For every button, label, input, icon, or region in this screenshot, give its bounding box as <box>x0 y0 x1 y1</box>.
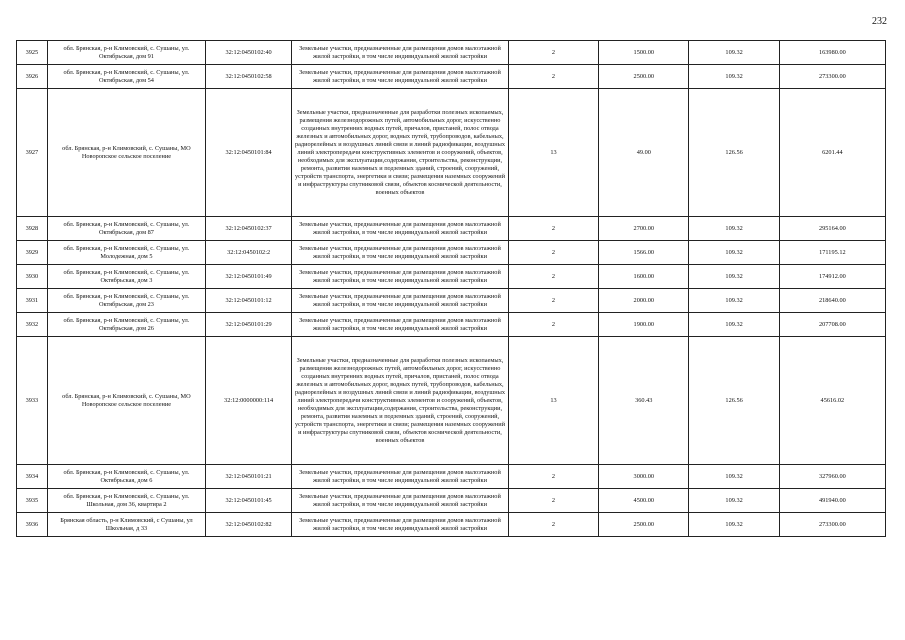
category-cell: 13 <box>508 337 598 465</box>
rate-cell: 109.32 <box>689 41 779 65</box>
cadastral-number-cell: 32:12:0450101:84 <box>206 89 292 217</box>
area-cell: 4500.00 <box>599 489 689 513</box>
permitted-use-cell: Земельные участки, предназначенные для размещения домов малоэтажной жилой застройки, в том числе индивидуальной жилой застройки <box>292 217 509 241</box>
land-plots-table <box>16 40 886 537</box>
area-cell: 2700.00 <box>599 217 689 241</box>
area-cell: 3000.00 <box>599 465 689 489</box>
address-cell: обл. Брянская, р-н Климовский, с. Сушаны, ул. Октябрьская, дом 23 <box>47 289 205 313</box>
permitted-use-cell: Земельные участки, предназначенные для разработки полезных ископаемых, размещения железнодорожных путей, автомобильных дорог, искусственно созданных внутренних водных путей, причалов, пристаней, полос отвода железных и автомобильных дорог, водных путей, трубопроводов, кабельных, радиорелейных и воздушных линий связи и линий радиофикации, воздушных линий электропередачи конструктивных элементов и сооружений, объектов, необходимых для эксплуатации,содержания, строительства, реконструкции, ремонта, развития наземных и подземных зданий, строений, сооружений, устройств транспорта, энергетики и связи; размещения наземных сооружений и инфраструктуры спутниковой связи, объектов космической деятельности, военных объектов <box>292 89 509 217</box>
table-row <box>17 465 886 489</box>
permitted-use-cell: Земельные участки, предназначенные для размещения домов малоэтажной жилой застройки, в том числе индивидуальной жилой застройки <box>292 465 509 489</box>
table-row <box>17 289 886 313</box>
address-cell: обл. Брянская, р-н Климовский, с. Сушаны, ул. Октябрьская, дом 87 <box>47 217 205 241</box>
cadastral-value-cell: 207708.00 <box>779 313 885 337</box>
row-number: 3932 <box>17 313 48 337</box>
cadastral-value-cell: 163980.00 <box>779 41 885 65</box>
table-row <box>17 89 886 217</box>
row-number: 3930 <box>17 265 48 289</box>
row-number: 3933 <box>17 337 48 465</box>
rate-cell: 109.32 <box>689 489 779 513</box>
category-cell: 2 <box>508 65 598 89</box>
category-cell: 2 <box>508 313 598 337</box>
category-cell: 2 <box>508 465 598 489</box>
rate-cell: 109.32 <box>689 265 779 289</box>
row-number: 3929 <box>17 241 48 265</box>
row-number: 3926 <box>17 65 48 89</box>
table-row <box>17 265 886 289</box>
category-cell: 2 <box>508 489 598 513</box>
cadastral-number-cell: 32:12:0450102:82 <box>206 513 292 537</box>
rate-cell: 109.32 <box>689 217 779 241</box>
cadastral-value-cell: 45616.02 <box>779 337 885 465</box>
table-body <box>17 41 886 537</box>
rate-cell: 126.56 <box>689 89 779 217</box>
cadastral-value-cell: 174912.00 <box>779 265 885 289</box>
cadastral-value-cell: 6201.44 <box>779 89 885 217</box>
cadastral-number-cell: 32:12:0450101:45 <box>206 489 292 513</box>
area-cell: 1600.00 <box>599 265 689 289</box>
permitted-use-cell: Земельные участки, предназначенные для разработки полезных ископаемых, размещения железнодорожных путей, автомобильных дорог, искусственно созданных внутренних водных путей, причалов, пристаней, полос отвода железных и автомобильных дорог, водных путей, трубопроводов, кабельных, радиорелейных и воздушных линий связи и линий радиофикации, воздушных линий электропередачи конструктивных элементов и сооружений, объектов, необходимых для эксплуатации,содержания, строительства, реконструкции, ремонта, развития наземных и подземных зданий, строений, сооружений, устройств транспорта, энергетики и связи; размещения наземных сооружений и инфраструктуры спутниковой связи, объектов космической деятельности, военных объектов <box>292 337 509 465</box>
address-cell: обл. Брянская, р-н Климовский, с. Сушаны, ул. Октябрьская, дом 6 <box>47 465 205 489</box>
row-number: 3936 <box>17 513 48 537</box>
category-cell: 2 <box>508 265 598 289</box>
address-cell: обл. Брянская, р-н Климовский, с. Сушаны, ул. Школьная, дом 36, квартира 2 <box>47 489 205 513</box>
cadastral-number-cell: 32:12:0450101:29 <box>206 313 292 337</box>
category-cell: 2 <box>508 41 598 65</box>
cadastral-value-cell: 273300.00 <box>779 65 885 89</box>
category-cell: 2 <box>508 289 598 313</box>
permitted-use-cell: Земельные участки, предназначенные для размещения домов малоэтажной жилой застройки, в том числе индивидуальной жилой застройки <box>292 313 509 337</box>
area-cell: 360.43 <box>599 337 689 465</box>
table-row <box>17 241 886 265</box>
permitted-use-cell: Земельные участки, предназначенные для размещения домов малоэтажной жилой застройки, в том числе индивидуальной жилой застройки <box>292 489 509 513</box>
cadastral-number-cell: 32:12:0000000:114 <box>206 337 292 465</box>
row-number: 3931 <box>17 289 48 313</box>
area-cell: 49.00 <box>599 89 689 217</box>
permitted-use-cell: Земельные участки, предназначенные для размещения домов малоэтажной жилой застройки, в том числе индивидуальной жилой застройки <box>292 289 509 313</box>
row-number: 3935 <box>17 489 48 513</box>
area-cell: 2000.00 <box>599 289 689 313</box>
rate-cell: 109.32 <box>689 241 779 265</box>
area-cell: 2500.00 <box>599 65 689 89</box>
cadastral-value-cell: 327960.00 <box>779 465 885 489</box>
cadastral-value-cell: 218640.00 <box>779 289 885 313</box>
rate-cell: 109.32 <box>689 313 779 337</box>
table-row <box>17 41 886 65</box>
address-cell: обл. Брянская, р-н Климовский, с. Сушаны, ул. Октябрьская, дом 91 <box>47 41 205 65</box>
cadastral-number-cell: 32:12:0450101:49 <box>206 265 292 289</box>
rate-cell: 109.32 <box>689 289 779 313</box>
category-cell: 2 <box>508 513 598 537</box>
page-number: 232 <box>872 16 887 27</box>
row-number: 3934 <box>17 465 48 489</box>
rate-cell: 126.56 <box>689 337 779 465</box>
cadastral-value-cell: 491940.00 <box>779 489 885 513</box>
area-cell: 2500.00 <box>599 513 689 537</box>
permitted-use-cell: Земельные участки, предназначенные для размещения домов малоэтажной жилой застройки, в том числе индивидуальной жилой застройки <box>292 513 509 537</box>
address-cell: обл. Брянская, р-н Климовский, с. Сушаны, МО Новоропское сельское поселение <box>47 89 205 217</box>
area-cell: 1500.00 <box>599 41 689 65</box>
address-cell: Брянская область, р-н Климовский, с Сушаны, ул Школьная, д 33 <box>47 513 205 537</box>
rate-cell: 109.32 <box>689 65 779 89</box>
cadastral-number-cell: 32:12:0450102:2 <box>206 241 292 265</box>
rate-cell: 109.32 <box>689 513 779 537</box>
table-row <box>17 337 886 465</box>
address-cell: обл. Брянская, р-н Климовский, с. Сушаны, ул. Октябрьская, дом 3 <box>47 265 205 289</box>
cadastral-value-cell: 171195.12 <box>779 241 885 265</box>
cadastral-number-cell: 32:12:0450102:37 <box>206 217 292 241</box>
address-cell: обл. Брянская, р-н Климовский, с. Сушаны, ул. Молодежная, дом 5 <box>47 241 205 265</box>
permitted-use-cell: Земельные участки, предназначенные для размещения домов малоэтажной жилой застройки, в том числе индивидуальной жилой застройки <box>292 65 509 89</box>
category-cell: 2 <box>508 241 598 265</box>
permitted-use-cell: Земельные участки, предназначенные для размещения домов малоэтажной жилой застройки, в том числе индивидуальной жилой застройки <box>292 241 509 265</box>
table-row <box>17 217 886 241</box>
address-cell: обл. Брянская, р-н Климовский, с. Сушаны, МО Новоропское сельское поселение <box>47 337 205 465</box>
table-row <box>17 313 886 337</box>
cadastral-number-cell: 32:12:0450101:12 <box>206 289 292 313</box>
rate-cell: 109.32 <box>689 465 779 489</box>
permitted-use-cell: Земельные участки, предназначенные для размещения домов малоэтажной жилой застройки, в том числе индивидуальной жилой застройки <box>292 41 509 65</box>
cadastral-value-cell: 295164.00 <box>779 217 885 241</box>
table-row <box>17 65 886 89</box>
category-cell: 2 <box>508 217 598 241</box>
area-cell: 1566.00 <box>599 241 689 265</box>
table-row <box>17 489 886 513</box>
table-row <box>17 513 886 537</box>
row-number: 3928 <box>17 217 48 241</box>
category-cell: 13 <box>508 89 598 217</box>
row-number: 3927 <box>17 89 48 217</box>
row-number: 3925 <box>17 41 48 65</box>
cadastral-number-cell: 32:12:0450102:40 <box>206 41 292 65</box>
cadastral-number-cell: 32:12:0450102:58 <box>206 65 292 89</box>
address-cell: обл. Брянская, р-н Климовский, с. Сушаны, ул. Октябрьская, дом 26 <box>47 313 205 337</box>
permitted-use-cell: Земельные участки, предназначенные для размещения домов малоэтажной жилой застройки, в том числе индивидуальной жилой застройки <box>292 265 509 289</box>
address-cell: обл. Брянская, р-н Климовский, с. Сушаны, ул. Октябрьская, дом 54 <box>47 65 205 89</box>
cadastral-number-cell: 32:12:0450101:21 <box>206 465 292 489</box>
area-cell: 1900.00 <box>599 313 689 337</box>
cadastral-value-cell: 273300.00 <box>779 513 885 537</box>
